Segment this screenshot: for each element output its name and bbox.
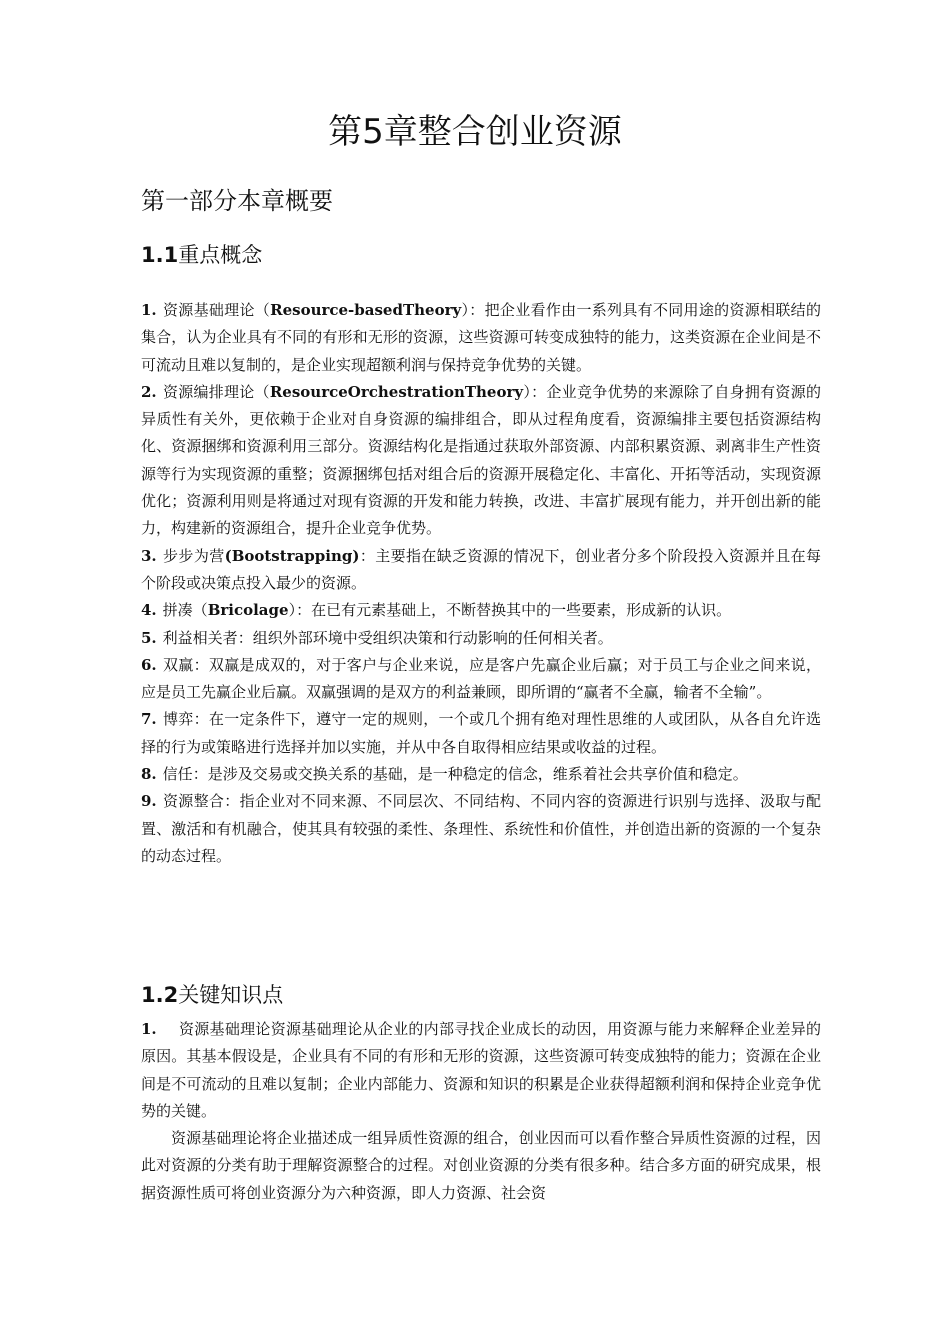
item-term: 信任: [162, 765, 193, 784]
concept-list: [141, 297, 821, 870]
knowledge-item: [141, 1016, 821, 1125]
item-number: 1.: [141, 301, 157, 319]
concept-item: [141, 652, 821, 707]
item-term-end: ）：: [461, 301, 485, 319]
item-number: 4.: [141, 601, 157, 620]
item-text: 组织外部环境中受组织决策和行动影响的任何相关者。: [252, 628, 613, 647]
part-heading: 第一部分本章概要: [141, 187, 333, 215]
item-term: 资源整合: [162, 792, 225, 811]
section-heading-1-2: [141, 980, 283, 1010]
concept-item: [141, 761, 821, 788]
item-term-en: Bricolage: [207, 601, 289, 620]
concept-item: [141, 788, 821, 870]
section-heading-1-1: [141, 240, 262, 270]
item-number: 3.: [141, 546, 157, 565]
item-number: 6.: [141, 655, 157, 674]
item-text: 企业竞争优势的来源除了自身拥有资源的异质性有关外，更依赖于企业对自身资源的编排组合，即从过程角度看，资源编排主要包括资源结构化、资源捆绑和资源利用三部分。资源结构化是指通过获取外部资源、内部积累资源、剥离非生产性资源等行为实现资源的重整；资源捆绑包括对组合后的资源开展稳定化、丰富化、开拓等活动，实现资源优化；资源利用则是将通过对现有资源的开发和能力转换，改进、丰富扩展现有能力，并开创出新的能力，构建新的资源组合，提升企业竞争优势。: [141, 382, 821, 538]
section-label: 关键知识点: [178, 983, 284, 1007]
item-number: 2.: [141, 382, 157, 401]
concept-item: [141, 597, 821, 624]
item-text: 在已有元素基础上，不断替换其中的一些要素，形成新的认识。: [311, 601, 732, 620]
item-number: 9.: [141, 792, 157, 811]
item-term-en: Resource-basedTheory: [270, 301, 462, 319]
item-term-end: ）：: [523, 382, 547, 401]
knowledge-paragraph: 资源基础理论将企业描述成一组异质性资源的组合，创业因而可以看作整合异质性资源的过程，因此对资源的分类有助于理解资源整合的过程。对创业资源的分类有很多种。结合多方面的研究成果，根据资源性质可将创业资源分为六种资源，即人力资源、社会资: [141, 1129, 821, 1202]
knowledge-block: [141, 1016, 821, 1207]
item-number: 8.: [141, 765, 157, 784]
section-number: 1.2: [141, 983, 179, 1007]
concept-item: [141, 297, 821, 379]
item-number: 1.: [141, 1020, 157, 1038]
item-term-end: ：: [359, 546, 376, 565]
item-number: 7.: [141, 710, 157, 729]
item-text: 是涉及交易或交换关系的基础，是一种稳定的信念，维系着社会共享价值和稳定。: [207, 765, 748, 784]
item-term: 资源编排理论（: [162, 382, 270, 401]
item-number: 5.: [141, 628, 157, 647]
item-text: 指企业对不同来源、不同层次、不同结构、不同内容的资源进行识别与选择、汲取与配置、激活和有机融合，使其具有较强的柔性、条理性、系统性和价值性，并创造出新的资源的一个复杂的动态过程。: [141, 792, 821, 865]
item-term-en: (Bootstrapping): [224, 546, 360, 565]
item-term: 资源基础理论（: [162, 301, 271, 319]
item-term-end: ：: [224, 792, 240, 811]
item-text: 把企业看作由一系列具有不同用途的资源相联结的集合，认为企业具有不同的有形和无形的资源，这些资源可转变成独特的能力，这类资源在企业间是不可流动且难以复制的，是企业实现超额利润与保持竞争优势的关键。: [141, 301, 821, 374]
item-term-end: ：: [193, 710, 209, 729]
item-term: 步步为营: [162, 546, 225, 565]
item-term: 双赢: [162, 655, 194, 674]
section-number: 1.1: [141, 243, 179, 267]
item-text: 在一定条件下，遵守一定的规则，一个或几个拥有绝对理性思维的人或团队，从各自允许选择的行为或策略进行选择并加以实施，并从中各自取得相应结果或收益的过程。: [141, 710, 821, 756]
concept-item: [141, 625, 821, 652]
item-text: 主要指在缺乏资源的情况下，创业者分多个阶段投入资源并且在每个阶段或决策点投入最少的资源。: [141, 546, 821, 592]
section-label: 重点概念: [178, 243, 263, 267]
item-term-end: ：: [193, 655, 209, 674]
item-term: 博弈: [162, 710, 194, 729]
chapter-title: 第5章整合创业资源: [328, 112, 622, 152]
item-term-end: ：: [237, 628, 253, 647]
concept-item: [141, 379, 821, 543]
item-text: 资源基础理论资源基础理论从企业的内部寻找企业成长的动因，用资源与能力来解释企业差异的原因。其基本假设是，企业具有不同的有形和无形的资源，这些资源可转变成独特的能力；资源在企业间是不可流动的且难以复制；企业内部能力、资源和知识的积累是企业获得超额利润和保持企业竞争优势的关键。: [141, 1020, 821, 1120]
item-term: 利益相关者: [162, 628, 238, 647]
item-term-en: ResourceOrchestrationTheory: [269, 382, 524, 401]
item-text: 双赢是成双的，对于客户与企业来说，应是客户先赢企业后赢；对于员工与企业之间来说，应是员工先赢企业后赢。双赢强调的是双方的利益兼顾，即所谓的“赢者不全赢，输者不全输”。: [141, 655, 821, 702]
concept-item: [141, 543, 821, 598]
item-term-end: ）：: [288, 601, 312, 620]
concept-item: [141, 706, 821, 761]
item-term: 拼凑（: [162, 601, 208, 620]
item-term-end: ：: [192, 765, 208, 784]
